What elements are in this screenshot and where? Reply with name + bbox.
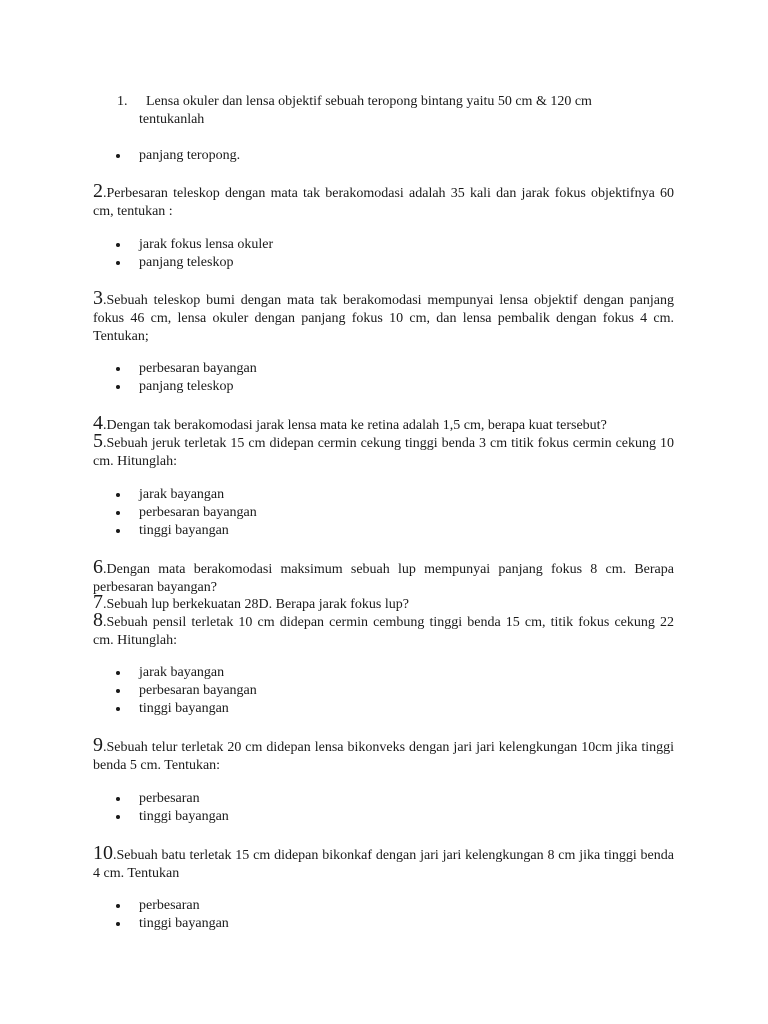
question-1-bullets (113, 147, 240, 165)
question-number: 1. (117, 94, 128, 109)
question-1 (117, 93, 674, 129)
question-number: 5 (93, 430, 103, 452)
question-text: .Perbesaran teleskop dengan mata tak berakomodasi adalah 35 kali dan jarak fokus objektifnya 60 cm, tentukan : (93, 186, 674, 219)
list-item: tinggi bayangan (113, 808, 229, 826)
question-number: 4 (93, 412, 103, 434)
question-number: 9 (93, 734, 103, 756)
list-item: jarak bayangan (113, 486, 257, 504)
question-text: .Sebuah pensil terletak 10 cm didepan cermin cembung tinggi benda 15 cm, titik fokus cekung 22 cm. Hitunglah: (93, 615, 674, 648)
list-item: jarak bayangan (113, 664, 257, 682)
question-9-bullets (113, 790, 229, 826)
question-number: 7 (93, 591, 103, 613)
question-text-continued: tentukanlah (139, 112, 205, 127)
question-text: .Sebuah jeruk terletak 15 cm didepan cermin cekung tinggi benda 3 cm titik fokus cermin cekung 10 cm. Hitunglah: (93, 436, 674, 469)
list-item: panjang teropong. (113, 147, 240, 165)
question-6 (93, 558, 674, 597)
list-item: tinggi bayangan (113, 700, 257, 718)
question-text: .Dengan mata berakomodasi maksimum sebuah lup mempunyai panjang fokus 8 cm. Berapa perbesaran bayangan? (93, 562, 674, 595)
list-item: panjang teleskop (113, 254, 273, 272)
question-2-bullets (113, 236, 273, 272)
question-10-bullets (113, 897, 229, 933)
list-item: perbesaran bayangan (113, 504, 257, 522)
list-item: perbesaran bayangan (113, 360, 257, 378)
question-number: 2 (93, 180, 103, 202)
question-5 (93, 432, 674, 471)
question-text: .Dengan tak berakomodasi jarak lensa mata ke retina adalah 1,5 cm, berapa kuat tersebut? (103, 418, 607, 433)
question-number: 8 (93, 609, 103, 631)
question-text: .Sebuah telur terletak 20 cm didepan lensa bikonveks dengan jari jari kelengkungan 10cm jika tinggi benda 5 cm. Tentukan: (93, 740, 674, 773)
question-10 (93, 844, 674, 883)
question-number: 3 (93, 287, 103, 309)
question-8 (93, 611, 674, 650)
list-item: panjang teleskop (113, 378, 257, 396)
question-number: 6 (93, 556, 103, 578)
question-text: .Sebuah lup berkekuatan 28D. Berapa jarak fokus lup? (103, 597, 409, 612)
question-text: .Sebuah teleskop bumi dengan mata tak berakomodasi mempunyai lensa objektif dengan panjang fokus 46 cm, lensa okuler dengan panjang fokus 10 cm, dan lensa pembalik dengan fokus 4 cm. Tentukan; (93, 293, 674, 344)
question-number: 10 (93, 842, 113, 864)
question-3-bullets (113, 360, 257, 396)
question-5-bullets (113, 486, 257, 540)
list-item: jarak fokus lensa okuler (113, 236, 273, 254)
question-2 (93, 182, 674, 221)
list-item: perbesaran (113, 897, 229, 915)
question-text: .Sebuah batu terletak 15 cm didepan bikonkaf dengan jari jari kelengkungan 8 cm jika tinggi benda 4 cm. Tentukan (93, 848, 674, 881)
list-item: tinggi bayangan (113, 522, 257, 540)
list-item: perbesaran bayangan (113, 682, 257, 700)
question-3 (93, 289, 674, 346)
question-text: Lensa okuler dan lensa objektif sebuah teropong bintang yaitu 50 cm & 120 cm (146, 94, 592, 109)
list-item: perbesaran (113, 790, 229, 808)
list-item: tinggi bayangan (113, 915, 229, 933)
question-8-bullets (113, 664, 257, 718)
question-9 (93, 736, 674, 775)
